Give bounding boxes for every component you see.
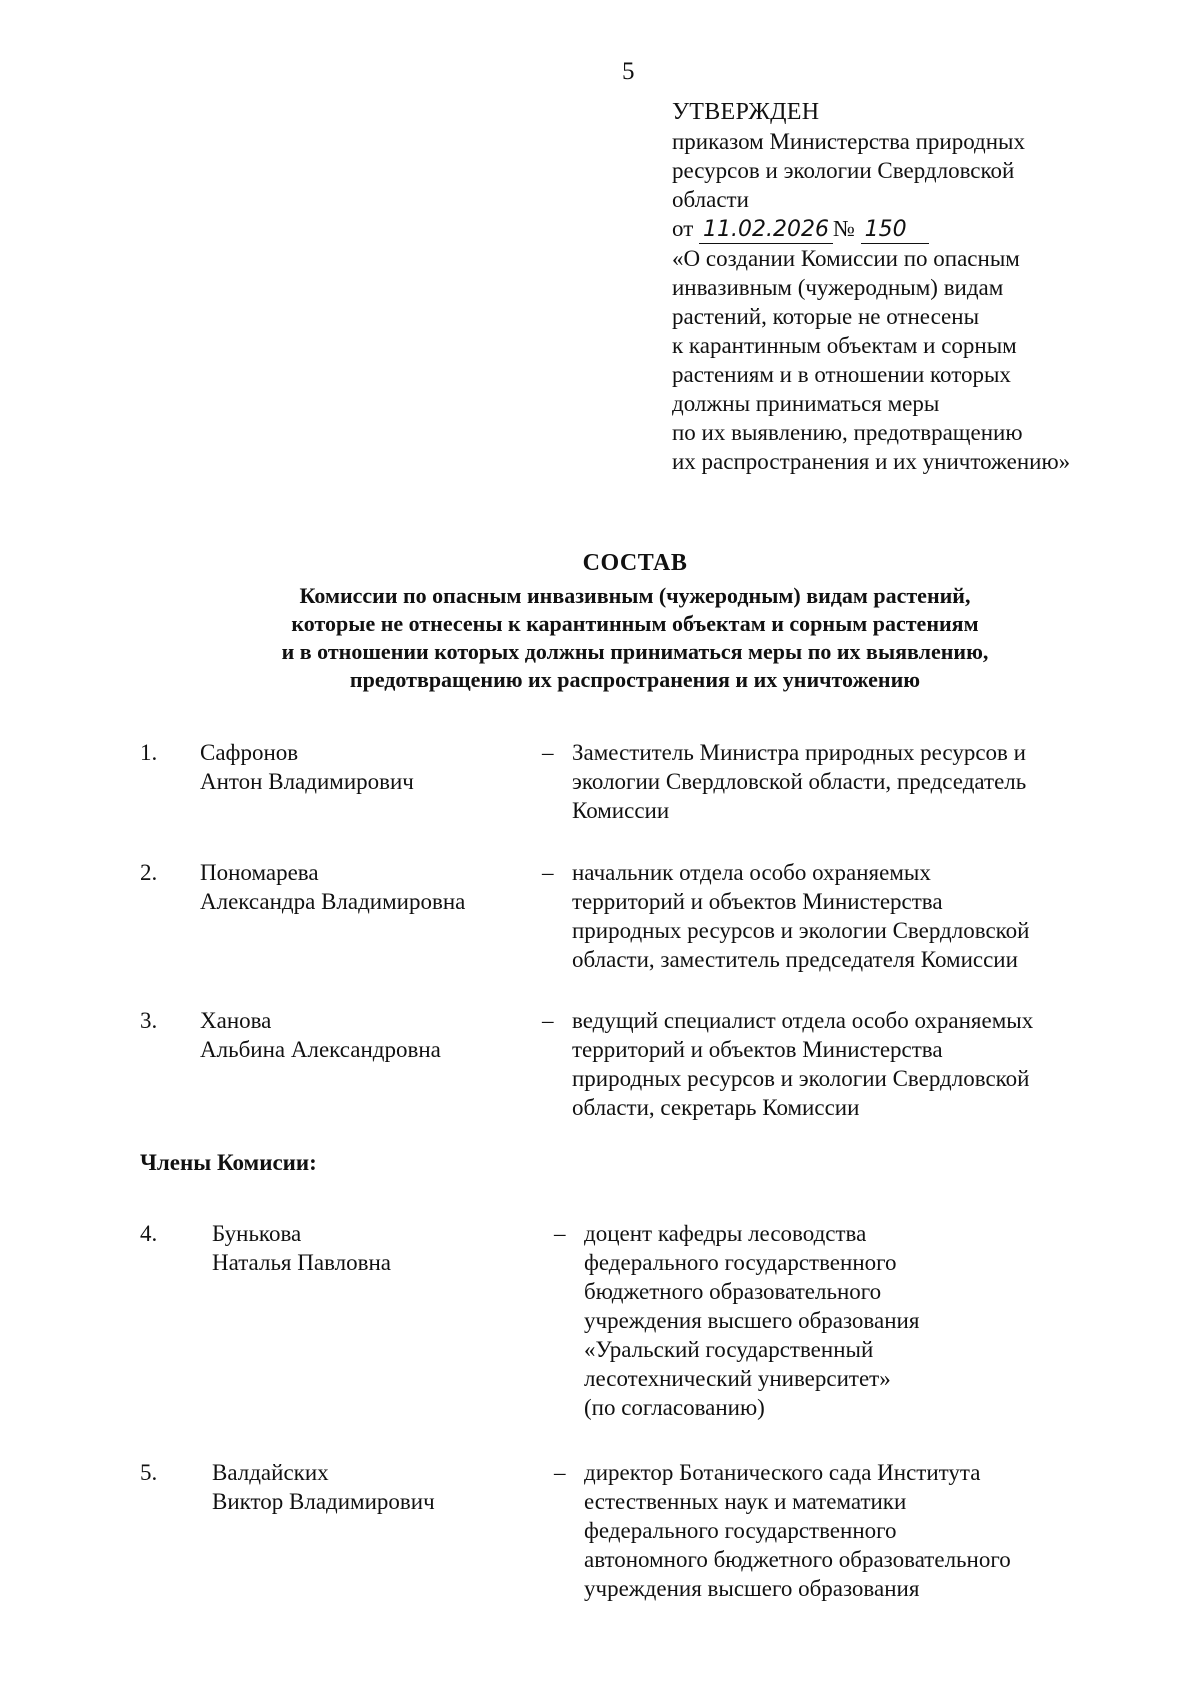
- member-surname: Сафронов: [200, 740, 299, 765]
- position-line: (по согласованию): [584, 1395, 765, 1420]
- member-position: [584, 1219, 919, 1422]
- approval-subject-line: растений, которые не отнесены: [672, 304, 980, 329]
- approval-stamp: [672, 98, 1152, 476]
- position-line: директор Ботанического сада Института: [584, 1460, 981, 1485]
- dash-separator: –: [542, 740, 554, 765]
- approval-line: ресурсов и экологии Свердловской: [672, 158, 1015, 183]
- handwritten-order-number: 150: [861, 217, 929, 244]
- position-line: доцент кафедры лесоводства: [584, 1221, 867, 1246]
- member-name: [212, 1458, 435, 1516]
- approval-subject-line: растениям и в отношении которых: [672, 362, 1011, 387]
- entry-number: 2.: [140, 860, 158, 885]
- entry-number: 5.: [140, 1460, 158, 1485]
- approval-title: УТВЕРЖДЕН: [672, 99, 820, 125]
- subtitle-line: и в отношении которых должны приниматься меры по их выявлению,: [281, 639, 989, 664]
- member-surname: Пономарева: [200, 860, 319, 885]
- approval-subject-line: по их выявлению, предотвращению: [672, 420, 1023, 445]
- approval-subject-line: инвазивным (чужеродным) видам: [672, 275, 1004, 300]
- members-section-title: Члены Комисии:: [140, 1150, 317, 1175]
- approval-date-line: [672, 214, 1152, 244]
- position-line: Комиссии: [572, 798, 670, 823]
- member-surname: Ханова: [200, 1008, 272, 1033]
- dash-separator: –: [554, 1221, 566, 1246]
- member-given-names: Альбина Александровна: [200, 1037, 441, 1062]
- subtitle-line: Комиссии по опасным инвазивным (чужеродным) видам растений,: [299, 583, 971, 608]
- position-line: «Уральский государственный: [584, 1337, 874, 1362]
- member-name: [212, 1219, 391, 1277]
- page-number: 5: [622, 58, 635, 85]
- member-given-names: Виктор Владимирович: [212, 1489, 435, 1514]
- dash-separator: –: [542, 1008, 554, 1033]
- position-line: природных ресурсов и экологии Свердловской: [572, 918, 1030, 943]
- position-line: экологии Свердловской области, председатель: [572, 769, 1027, 794]
- member-given-names: Антон Владимирович: [200, 769, 414, 794]
- member-given-names: Александра Владимировна: [200, 889, 466, 914]
- position-line: бюджетного образовательного: [584, 1279, 882, 1304]
- member-position: [572, 858, 1029, 974]
- approval-subject-line: к карантинным объектам и сорным: [672, 333, 1017, 358]
- member-position: [584, 1458, 1011, 1603]
- number-sign: №: [832, 216, 855, 241]
- member-surname: Валдайских: [212, 1460, 329, 1485]
- handwritten-date: 11.02.2026: [699, 217, 833, 244]
- member-name: [200, 1006, 441, 1064]
- position-line: природных ресурсов и экологии Свердловской: [572, 1066, 1030, 1091]
- position-line: ведущий специалист отдела особо охраняемых: [572, 1008, 1034, 1033]
- position-line: лесотехнический университет»: [584, 1366, 891, 1391]
- member-name: [200, 858, 465, 916]
- entry-number: 1.: [140, 740, 158, 765]
- position-line: учреждения высшего образования: [584, 1308, 920, 1333]
- position-line: области, заместитель председателя Комиссии: [572, 947, 1018, 972]
- member-position: [572, 1006, 1033, 1122]
- member-surname: Бунькова: [212, 1221, 302, 1246]
- date-prefix: от: [672, 216, 694, 241]
- approval-subject-line: их распространения и их уничтожению»: [672, 449, 1071, 474]
- position-line: федерального государственного: [584, 1518, 897, 1543]
- approval-line: приказом Министерства природных: [672, 129, 1026, 154]
- position-line: территорий и объектов Министерства: [572, 889, 943, 914]
- approval-subject-line: «О создании Комиссии по опасным: [672, 246, 1020, 271]
- approval-line: области: [672, 187, 749, 212]
- entry-number: 4.: [140, 1221, 158, 1246]
- position-line: учреждения высшего образования: [584, 1576, 920, 1601]
- dash-separator: –: [554, 1460, 566, 1485]
- document-title: СОСТАВ: [582, 550, 688, 576]
- entry-number: 3.: [140, 1008, 158, 1033]
- position-line: территорий и объектов Министерства: [572, 1037, 943, 1062]
- document-subtitle: [100, 582, 1170, 694]
- member-given-names: Наталья Павловна: [212, 1250, 391, 1275]
- position-line: федерального государственного: [584, 1250, 897, 1275]
- subtitle-line: которые не отнесены к карантинным объектам и сорным растениям: [291, 611, 979, 636]
- position-line: автономного бюджетного образовательного: [584, 1547, 1011, 1572]
- position-line: естественных наук и математики: [584, 1489, 907, 1514]
- subtitle-line: предотвращению их распространения и их уничтожению: [349, 667, 921, 692]
- position-line: области, секретарь Комиссии: [572, 1095, 860, 1120]
- member-position: [572, 738, 1026, 825]
- position-line: начальник отдела особо охраняемых: [572, 860, 931, 885]
- dash-separator: –: [542, 860, 554, 885]
- member-name: [200, 738, 414, 796]
- approval-subject-line: должны приниматься меры: [672, 391, 940, 416]
- position-line: Заместитель Министра природных ресурсов и: [572, 740, 1026, 765]
